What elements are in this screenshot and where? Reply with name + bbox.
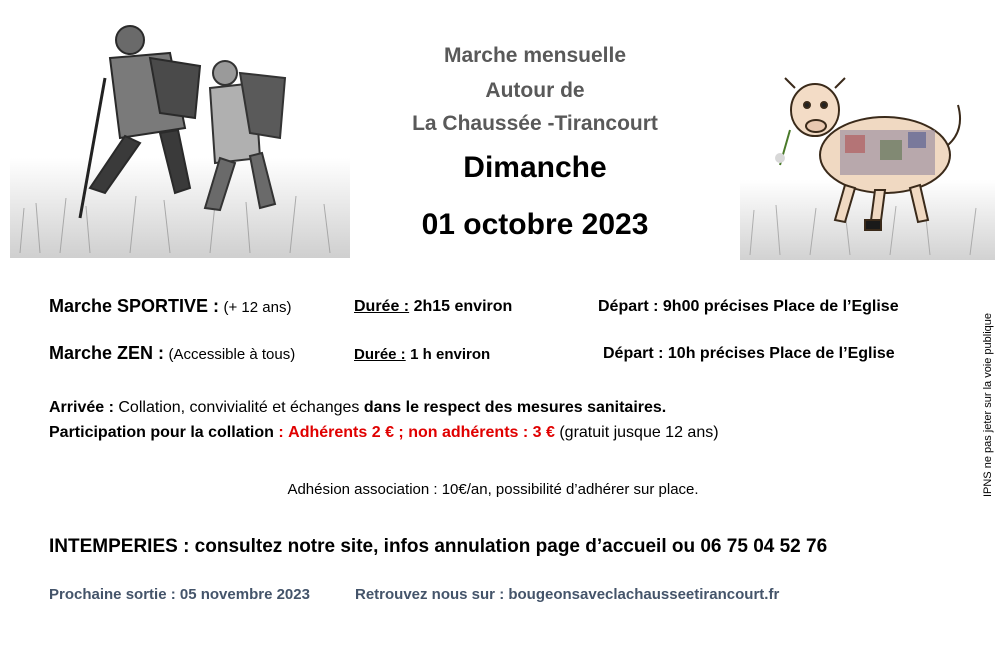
header-day: Dimanche (463, 151, 607, 184)
participation-line (49, 424, 719, 442)
adhesion-line: Adhésion association : 10€/an, possibilité d’adhérer sur place. (287, 481, 699, 498)
sportive-row (49, 296, 291, 317)
header-date: 01 octobre 2023 (421, 208, 649, 241)
header-line-1: Marche mensuelle (443, 44, 627, 67)
zen-duree (354, 346, 490, 364)
arrivee-bold: dans le respect des mesures sanitaires. (363, 399, 667, 416)
participation-free: (gratuit jusque 12 ans) (559, 424, 719, 441)
intemperies-line: INTEMPERIES : consultez notre site, infos annulation page d’accueil ou 06 75 04 52 76 (49, 536, 828, 557)
zen-note: (Accessible à tous) (168, 346, 296, 363)
header-line-2: Autour de (485, 79, 585, 102)
participation-label: Participation pour la collation (49, 424, 274, 441)
zen-duree-label: Durée : (354, 346, 406, 363)
sportive-label: Marche SPORTIVE : (49, 296, 220, 316)
participation-prices: Adhérents 2 € ; non adhérents : 3 € (288, 424, 555, 441)
sportive-depart: Départ : 9h00 précises Place de l’Eglise (598, 298, 899, 315)
sportive-note: (+ 12 ans) (223, 299, 292, 316)
zen-row (49, 343, 295, 364)
retrouvez-link[interactable]: Retrouvez nous sur : bougeonsaveclachausseetirancourt.fr (355, 586, 780, 603)
zen-depart: Départ : 10h précises Place de l’Eglise (603, 345, 895, 362)
hikers-illustration (10, 18, 350, 258)
arrivee-label: Arrivée : (49, 399, 114, 416)
arrivee-text: Collation, convivialité et échanges (118, 399, 360, 416)
zen-duree-value: 1 h environ (410, 346, 491, 363)
arrivee-line (49, 399, 666, 417)
cow-illustration (740, 70, 995, 260)
sportive-duree-value: 2h15 environ (413, 298, 513, 315)
header-line-3: La Chaussée -Tirancourt (412, 112, 658, 135)
sportive-duree-label: Durée : (354, 298, 410, 315)
prochaine-sortie: Prochaine sortie : 05 novembre 2023 (49, 586, 310, 603)
participation-colon: : (278, 424, 284, 441)
sportive-duree (354, 298, 512, 316)
zen-label: Marche ZEN : (49, 343, 165, 363)
ipns-side-note: IPNS ne pas jeter sur la voie publique (982, 312, 994, 498)
